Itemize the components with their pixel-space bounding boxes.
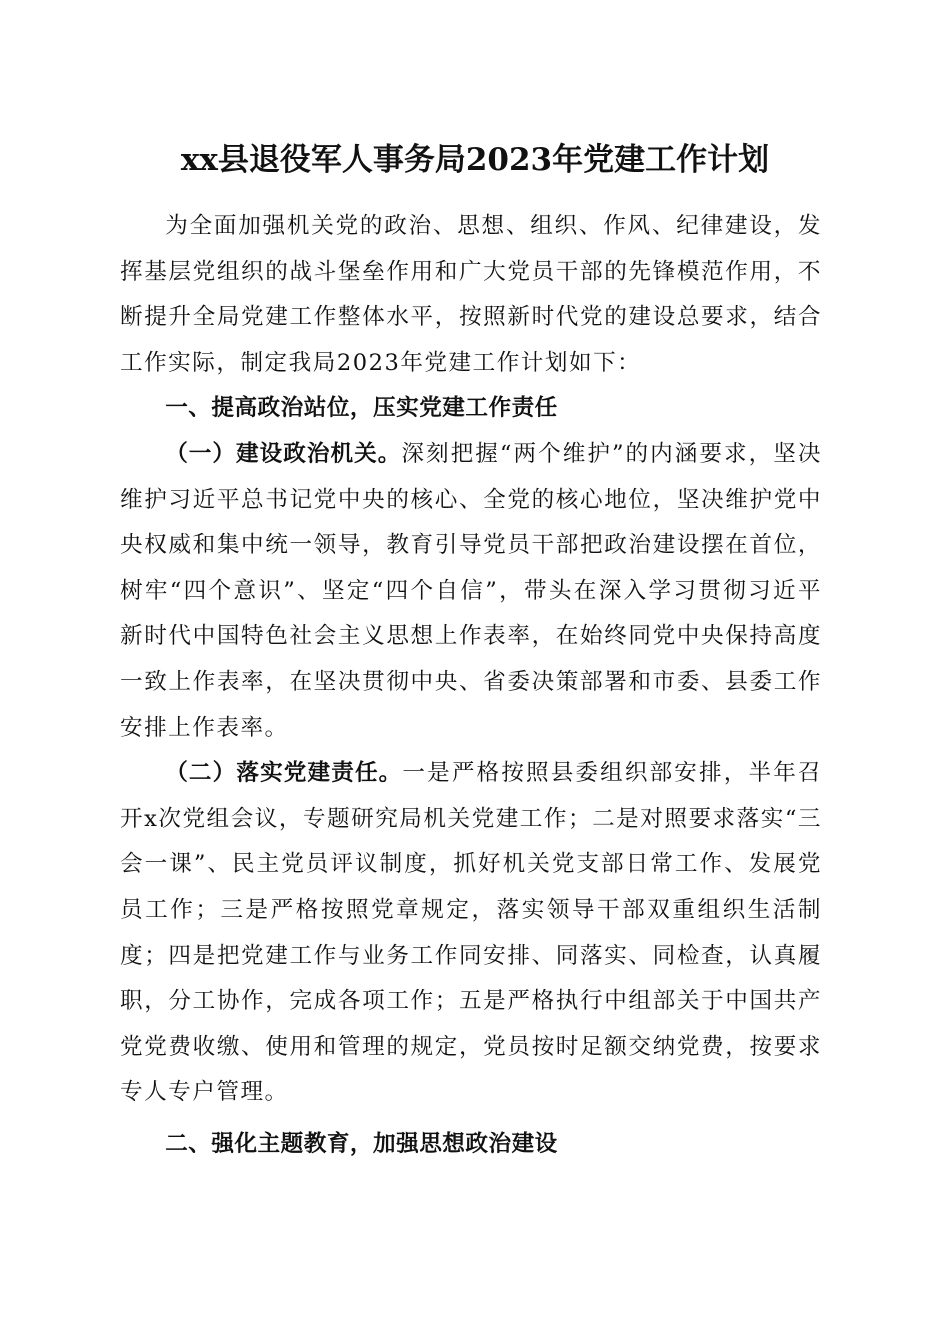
document-body <box>120 204 822 1167</box>
section-1-item-1 <box>120 432 822 751</box>
section-1-item-1-lead: （一）建设政治机关。 <box>165 440 402 467</box>
document-title: xx县退役军人事务局2023年党建工作计划 <box>180 142 770 178</box>
intro-paragraph: 为全面加强机关党的政治、思想、组织、作风、纪律建设，发挥基层党组织的战斗堡垒作用和广大党员干部的先锋模范作用，不断提升全局党建工作整体水平，按照新时代党的建设总要求，结合工作实际，制定我局2023年党建工作计划如下： <box>120 213 822 376</box>
section-1-item-1-text: 深刻把握“两个维护”的内涵要求，坚决维护习近平总书记党中央的核心、全党的核心地位，坚决维护党中央权威和集中统一领导，教育引导党员干部把政治建设摆在首位，树牢“四个意识”、坚定“四个自信”，带头在深入学习贯彻习近平新时代中国特色社会主义思想上作表率，在始终同党中央保持高度一致上作表率，在坚决贯彻中央、省委决策部署和市委、县委工作安排上作表率。 <box>120 440 823 741</box>
section-1-item-2-lead: （二）落实党建责任。 <box>165 760 403 787</box>
section-1-heading: 一、提高政治站位，压实党建工作责任 <box>165 395 558 422</box>
section-1-item-2-text: 一是严格按照县委组织部安排，半年召开x次党组会议，专题研究局机关党建工作；二是对照要求落实“三会一课”、民主党员评议制度，抓好机关党支部日常工作、发展党员工作；三是严格按照党章规定，落实领导干部双重组织生活制度；四是把党建工作与业务工作同安排、同落实、同检查，认真履职，分工协作，完成各项工作；五是严格执行中组部关于中国共产党党费收缴、使用和管理的规定，党员按时足额交纳党费，按要求专人专户管理。 <box>120 760 823 1106</box>
section-2-heading: 二、强化主题教育，加强思想政治建设 <box>165 1130 558 1157</box>
section-1-item-2 <box>120 751 822 1116</box>
